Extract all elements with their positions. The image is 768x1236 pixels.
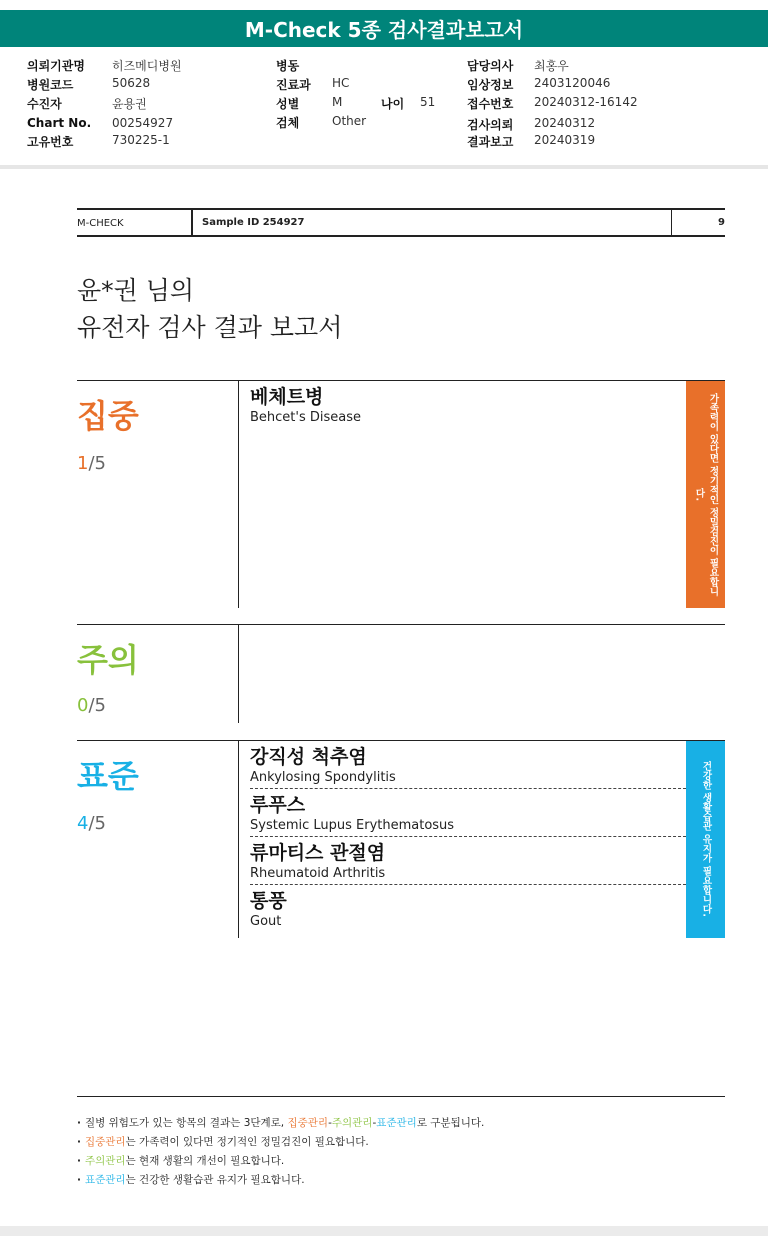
page-number: 9 <box>671 210 725 235</box>
specimen-label: 검체 <box>276 116 300 130</box>
note-focus: 집중관리 <box>85 1136 126 1148</box>
note-text: 질병 위험도가 있는 항목의 결과는 3단계로, <box>85 1117 285 1129</box>
section-caution-count <box>77 695 106 716</box>
doctor-value: 최홍우 <box>534 59 569 73</box>
dept-value: HC <box>332 76 350 90</box>
clinical-label: 임상정보 <box>467 78 514 92</box>
sex-label: 성별 <box>276 97 300 111</box>
section-focus-tab: 가족력이 있다면 정기적인 정밀검진이 필요합니다. <box>686 381 725 608</box>
receipt-value: 20240312-16142 <box>534 95 638 109</box>
specimen-value: Other <box>332 114 367 128</box>
request-label: 검사의뢰 <box>467 118 514 132</box>
dept-label: 진료과 <box>276 78 311 92</box>
section-standard-name: 표준 <box>77 757 139 795</box>
note-standard: 표준관리 <box>85 1174 126 1186</box>
disease-name-ko: 통풍 <box>250 890 287 912</box>
section-caution-count-den: /5 <box>88 695 106 716</box>
section-caution-divider <box>238 625 239 723</box>
disease-name-ko: 베체트병 <box>250 386 324 408</box>
hospital-code-label: 병원코드 <box>27 78 74 92</box>
disease-name-en: Ankylosing Spondylitis <box>250 770 396 785</box>
list-item <box>250 385 686 428</box>
list-item <box>250 889 686 932</box>
list-item <box>250 793 686 837</box>
sample-id: Sample ID 254927 <box>191 210 304 235</box>
note-dash: - <box>372 1117 377 1129</box>
disease-name-en: Behcet's Disease <box>250 410 362 425</box>
note-focus: 집중관리 <box>287 1117 329 1129</box>
note-1 <box>77 1114 484 1133</box>
id-label: 고유번호 <box>27 135 74 149</box>
section-standard-divider <box>238 741 239 938</box>
report-title-bar <box>0 10 768 47</box>
note-caution: 주의관리 <box>331 1117 373 1129</box>
title-line-2: 유전자 검사 결과 보고서 <box>77 313 343 342</box>
chart-label: Chart No. <box>27 116 92 130</box>
section-standard-count-den: /5 <box>88 813 106 834</box>
section-caution-name: 주의 <box>77 641 139 679</box>
patient-label: 수진자 <box>27 97 62 111</box>
note-3 <box>77 1152 484 1171</box>
note-4 <box>77 1171 484 1190</box>
footer-divider <box>77 1096 725 1097</box>
note-text: 는 현재 생활의 개선이 필요합니다. <box>125 1155 285 1167</box>
bullet: · <box>77 1155 81 1167</box>
result-value: 20240319 <box>534 133 596 147</box>
hospital-code-value: 50628 <box>112 76 151 90</box>
section-standard <box>77 740 725 938</box>
doctor-label: 담당의사 <box>467 59 514 73</box>
disease-name-ko: 류마티스 관절염 <box>250 842 386 864</box>
section-focus-name: 집중 <box>77 397 139 435</box>
ward-label: 병동 <box>276 59 300 73</box>
section-standard-items <box>250 745 686 936</box>
section-caution <box>77 624 725 723</box>
section-focus-divider <box>238 381 239 608</box>
result-label: 결과보고 <box>467 135 514 149</box>
list-item <box>250 841 686 885</box>
receipt-label: 접수번호 <box>467 97 514 111</box>
institution-value: 히즈메디병원 <box>112 59 182 73</box>
section-focus-count-num: 1 <box>77 453 89 474</box>
disease-name-en: Systemic Lupus Erythematosus <box>250 818 455 833</box>
disease-name-en: Gout <box>250 914 282 929</box>
footer-notes <box>77 1114 484 1190</box>
page-title <box>77 272 342 346</box>
section-standard-count <box>77 813 106 834</box>
report-header-band <box>77 208 725 237</box>
section-focus <box>77 380 725 608</box>
page-bottom-bar <box>0 1226 768 1236</box>
section-focus-items <box>250 385 686 432</box>
note-text: 는 건강한 생활습관 유지가 필요합니다. <box>125 1174 305 1186</box>
section-focus-count <box>77 453 106 474</box>
note-text: 로 구분됩니다. <box>416 1117 485 1129</box>
age-label: 나이 <box>381 97 405 111</box>
note-standard: 표준관리 <box>376 1117 417 1129</box>
section-caution-count-num: 0 <box>77 695 89 716</box>
note-caution: 주의관리 <box>85 1155 126 1167</box>
request-value: 20240312 <box>534 116 596 130</box>
patient-meta <box>0 55 768 165</box>
disease-name-ko: 루푸스 <box>250 794 306 816</box>
meta-divider <box>0 165 768 169</box>
note-dash: - <box>328 1117 332 1129</box>
section-standard-count-num: 4 <box>77 813 89 834</box>
bullet: · <box>77 1136 81 1148</box>
patient-value: 윤용권 <box>112 97 147 111</box>
list-item <box>250 745 686 789</box>
chart-value: 00254927 <box>112 116 174 130</box>
institution-label: 의뢰기관명 <box>27 59 85 73</box>
clinical-value: 2403120046 <box>534 76 611 90</box>
section-focus-count-den: /5 <box>88 453 106 474</box>
report-header-title: M-Check 5종 검사결과보고서 <box>244 18 524 42</box>
sex-value: M <box>332 95 343 109</box>
id-value: 730225-1 <box>112 133 170 147</box>
bullet: · <box>77 1117 81 1129</box>
disease-name-ko: 강직성 척추염 <box>250 746 367 768</box>
note-2 <box>77 1133 484 1152</box>
disease-name-en: Rheumatoid Arthritis <box>250 866 386 881</box>
section-standard-tab: 건강한 생활습관 유지가 필요합니다. <box>686 741 725 938</box>
brand-label: M-CHECK <box>77 218 124 229</box>
age-value: 51 <box>420 95 436 109</box>
title-line-1: 윤*권 님의 <box>77 276 195 305</box>
bullet: · <box>77 1174 81 1186</box>
note-text: 는 가족력이 있다면 정기적인 정밀검진이 필요합니다. <box>125 1136 369 1148</box>
